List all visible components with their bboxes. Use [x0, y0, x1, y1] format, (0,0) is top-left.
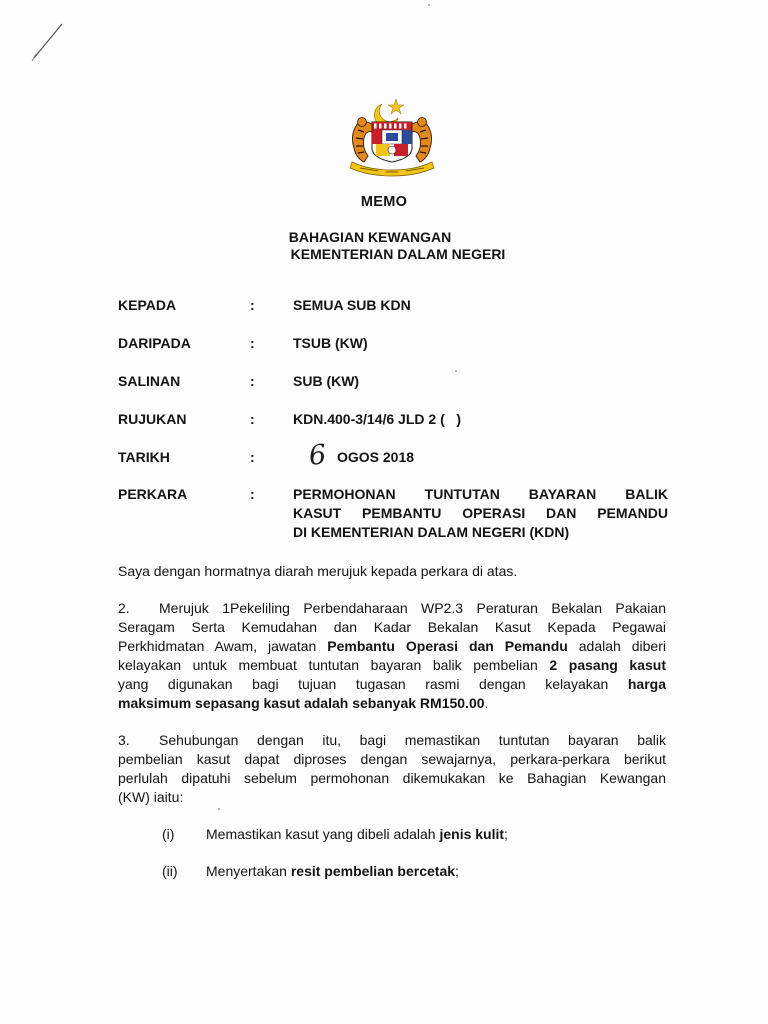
department-block — [0, 229, 768, 262]
subject-line: KASUT PEMBANTU OPERASI DAN PEMANDU — [293, 505, 668, 521]
scan-speck — [218, 808, 220, 810]
header-label: SALINAN — [118, 373, 181, 389]
list-text: Menyertakan — [206, 863, 291, 879]
subject-line: PERMOHONAN TUNTUTAN BAYARAN BALIK — [293, 486, 668, 502]
header-value: SEMUA SUB KDN — [293, 297, 411, 313]
header-label: KEPADA — [118, 297, 177, 313]
paragraph-bold-text: 2 pasang kasut — [549, 657, 666, 673]
list-text: Memastikan kasut yang dibeli adalah — [206, 826, 440, 842]
header-value: KDN.400-3/14/6 JLD 2 ( ) — [293, 411, 462, 427]
header-value: OGOS 2018 — [337, 449, 415, 465]
paragraph-number: 2. — [118, 600, 130, 616]
paragraph-text: yang digunakan bagi tujuan tugasan rasmi dengan kelayakan — [118, 676, 628, 692]
paragraph-line: pembelian kasut dapat diproses dengan sewajarnya, perkara-perkara berikut — [118, 751, 666, 767]
list-text: ; — [455, 863, 459, 879]
ministry-name: KEMENTERIAN DALAM NEGERI — [290, 245, 506, 262]
paragraph-3 — [118, 731, 666, 807]
coat-of-arms-icon — [338, 96, 446, 178]
list-number: (ii) — [162, 863, 178, 879]
paragraph-bold-text: maksimum sepasang kasut adalah sebanyak RM150.00 — [118, 695, 485, 711]
memo-title: MEMO — [360, 194, 408, 210]
paragraph-text: . — [484, 695, 489, 711]
paragraph-line: Sehubungan dengan itu, bagi memastikan tuntutan bayaran balik — [159, 732, 666, 748]
header-label: PERKARA — [118, 486, 188, 502]
header-label: DARIPADA — [118, 335, 191, 351]
paragraph-number: 3. — [118, 732, 130, 748]
header-colon: : — [250, 411, 255, 427]
paragraph-line: Seragam Serta Kemudahan dan Kadar Bekalan Kasut Kepada Pegawai — [118, 619, 666, 635]
paragraph-text: kelayakan untuk membuat tuntutan bayaran balik pembelian — [118, 657, 550, 673]
header-colon: : — [250, 486, 255, 502]
paragraph-2 — [118, 599, 666, 713]
header-colon: : — [250, 373, 255, 389]
list-number: (i) — [162, 826, 175, 842]
intro-paragraph — [118, 562, 666, 581]
paragraph-line: perlulah dipatuhi sebelum permohonan dikemukakan ke Bahagian Kewangan — [118, 770, 666, 786]
paragraph-line: Merujuk 1Pekeliling Perbendaharaan WP2.3 Peraturan Bekalan Pakaian — [159, 600, 666, 616]
paragraph-line: Saya dengan hormatnya diarah merujuk kepada perkara di atas. — [118, 563, 518, 579]
header-value: SUB (KW) — [293, 373, 360, 389]
header-colon: : — [250, 335, 255, 351]
list-text: ; — [504, 826, 508, 842]
paragraph-text: Perkhidmatan Awam, jawatan — [118, 638, 328, 654]
subject-line: DI KEMENTERIAN DALAM NEGERI (KDN) — [293, 524, 570, 540]
handwritten-date: 6 — [307, 439, 328, 472]
header-colon: : — [250, 449, 255, 465]
scan-speck — [428, 4, 430, 6]
department-name: BAHAGIAN KEWANGAN — [288, 229, 452, 245]
paragraph-bold-text: harga — [627, 676, 666, 692]
header-label: RUJUKAN — [118, 411, 187, 427]
header-label: TARIKH — [118, 449, 170, 465]
scan-speck — [455, 370, 457, 372]
header-value: TSUB (KW) — [293, 335, 368, 351]
list-bold-text: resit pembelian bercetak — [290, 863, 456, 879]
paragraph-bold-text: Pembantu Operasi dan Pemandu — [327, 638, 568, 654]
subject-text — [293, 485, 668, 542]
header-colon: : — [250, 297, 255, 313]
paragraph-text: adalah diberi — [567, 638, 666, 654]
pen-stroke-icon — [30, 22, 64, 62]
list-bold-text: jenis kulit — [439, 826, 505, 842]
paragraph-line: (KW) iaitu: — [118, 789, 184, 805]
